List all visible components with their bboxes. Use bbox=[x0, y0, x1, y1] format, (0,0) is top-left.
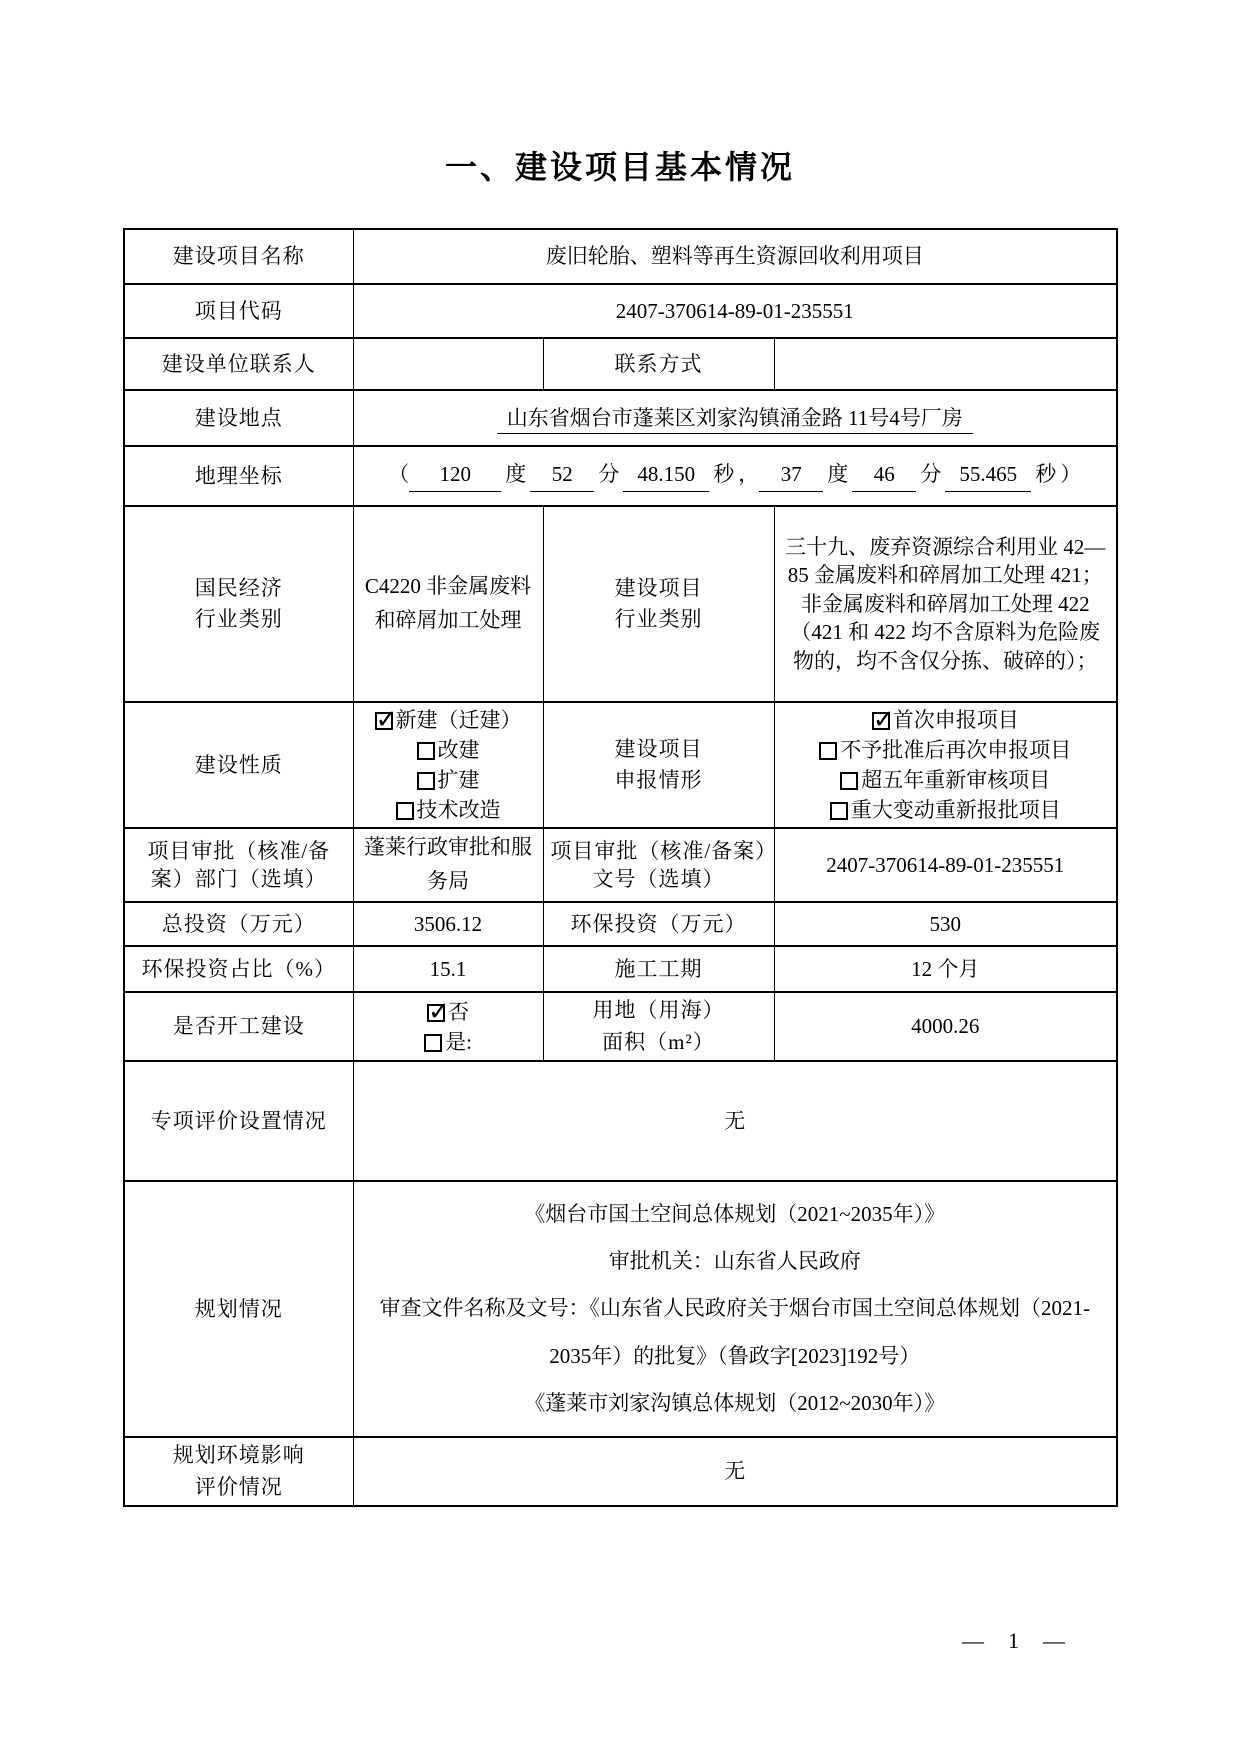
row-planning-eia bbox=[124, 1437, 1117, 1506]
page-number: 1 bbox=[1008, 1628, 1019, 1653]
option-technical-renovation-label: 技术改造 bbox=[416, 798, 501, 822]
construction-period-value: 12 个月 bbox=[774, 946, 1117, 992]
env-investment-label: 环保投资（万元） bbox=[543, 902, 774, 946]
footer-dash-right: — bbox=[1043, 1628, 1065, 1653]
row-contact bbox=[124, 338, 1117, 390]
planning-paragraph: 《蓬莱市刘家沟镇总体规划（2012~2030年）》 bbox=[524, 1390, 946, 1415]
unchecked-checkbox-icon bbox=[417, 742, 435, 760]
row-location bbox=[124, 390, 1117, 446]
option-first-declaration bbox=[781, 705, 1111, 735]
unchecked-checkbox-icon bbox=[396, 802, 414, 820]
declaration-type-label bbox=[543, 702, 774, 828]
option-reconstruction bbox=[360, 735, 537, 765]
location-value: 山东省烟台市蓬莱区刘家沟镇涌金路 11号4号厂房 bbox=[497, 406, 973, 434]
longitude-degrees-unit: 度 bbox=[505, 462, 527, 487]
env-investment-ratio-label: 环保投资占比（%） bbox=[124, 946, 353, 992]
special-eval-value: 无 bbox=[353, 1061, 1117, 1181]
row-planning bbox=[124, 1181, 1117, 1437]
longitude-degrees: 120 bbox=[409, 460, 501, 491]
project-industry-category: 三十九、废弃资源综合利用业 42—85 金属废料和碎屑加工处理 421；非金属废料和碎屑加工处理 422（421 和 422 均不含原料为危险废物的，均不含仅分拣、破碎的）； bbox=[774, 506, 1117, 702]
coord-close-paren: ） bbox=[1060, 462, 1082, 487]
checked-checkbox-icon bbox=[872, 712, 890, 730]
latitude-minutes-unit: 分 bbox=[920, 462, 942, 487]
option-reconstruction-label: 改建 bbox=[437, 738, 480, 762]
project-basic-info-table bbox=[123, 228, 1118, 1507]
declaration-type-label-line2: 申报情形 bbox=[614, 768, 703, 792]
option-major-change-redeclare bbox=[781, 795, 1111, 825]
declaration-type-options bbox=[774, 702, 1117, 828]
planning-paragraph: 《烟台市国土空间总体规划（2021~2035年）》 bbox=[524, 1201, 946, 1226]
row-special-eval bbox=[124, 1061, 1117, 1181]
project-code-value: 2407-370614-89-01-235551 bbox=[353, 284, 1117, 338]
option-started-label: 是: bbox=[445, 1029, 472, 1054]
latitude-seconds: 55.465 bbox=[945, 460, 1031, 491]
land-area-label-line2: 面积（m²） bbox=[602, 1029, 715, 1054]
planning-eia-label-line2: 评价情况 bbox=[194, 1474, 283, 1499]
row-investment bbox=[124, 902, 1117, 946]
option-new-construction-label: 新建（迁建） bbox=[395, 708, 522, 732]
construction-period-label: 施工工期 bbox=[543, 946, 774, 992]
option-first-declaration-label: 首次申报项目 bbox=[892, 708, 1019, 732]
option-major-change-redeclare-label: 重大变动重新报批项目 bbox=[850, 798, 1061, 822]
contact-method-label: 联系方式 bbox=[543, 338, 774, 390]
env-investment-ratio-value: 15.1 bbox=[353, 946, 543, 992]
economy-industry-label-line2: 行业类别 bbox=[194, 607, 283, 631]
project-name-label: 建设项目名称 bbox=[124, 229, 353, 284]
footer-dash-left: — bbox=[962, 1628, 984, 1653]
planning-paragraph: 审批机关：山东省人民政府 bbox=[608, 1249, 861, 1274]
approval-department-label: 项目审批（核准/备案）部门（选填） bbox=[124, 828, 353, 902]
page-title: 一、建设项目基本情况 bbox=[444, 149, 795, 185]
construction-started-options bbox=[353, 992, 543, 1061]
coord-separator: ， bbox=[738, 462, 760, 487]
longitude-seconds-unit: 秒 bbox=[713, 462, 735, 487]
option-not-started-label: 否 bbox=[448, 999, 469, 1024]
construction-nature-options bbox=[353, 702, 543, 828]
unchecked-checkbox-icon bbox=[819, 742, 837, 760]
longitude-seconds: 48.150 bbox=[623, 460, 709, 491]
option-new-construction bbox=[360, 705, 537, 735]
latitude-degrees: 37 bbox=[759, 460, 823, 491]
env-investment-value: 530 bbox=[774, 902, 1117, 946]
total-investment-label: 总投资（万元） bbox=[124, 902, 353, 946]
economy-industry-label bbox=[124, 506, 353, 702]
planning-eia-value: 无 bbox=[353, 1437, 1117, 1506]
coordinates-label: 地理坐标 bbox=[124, 446, 353, 506]
checked-checkbox-icon bbox=[427, 1004, 445, 1022]
planning-label: 规划情况 bbox=[124, 1181, 353, 1437]
planning-value bbox=[353, 1181, 1117, 1437]
planning-eia-label-line1: 规划环境影响 bbox=[172, 1443, 305, 1467]
option-started bbox=[360, 1027, 537, 1057]
latitude-degrees-unit: 度 bbox=[827, 462, 849, 487]
declaration-type-label-line1: 建设项目 bbox=[614, 736, 703, 761]
option-redeclare-after-rejection-label: 不予批准后再次申报项目 bbox=[840, 738, 1072, 762]
land-area-label bbox=[543, 992, 774, 1061]
longitude-minutes-unit: 分 bbox=[598, 462, 620, 487]
coord-open-paren: （ bbox=[388, 462, 410, 487]
approval-doc-number-label: 项目审批（核准/备案）文号（选填） bbox=[543, 828, 774, 902]
approval-doc-number-value: 2407-370614-89-01-235551 bbox=[774, 828, 1117, 902]
coordinates-value-cell bbox=[353, 446, 1117, 506]
latitude-minutes: 46 bbox=[852, 460, 916, 491]
location-label: 建设地点 bbox=[124, 390, 353, 446]
special-eval-label: 专项评价设置情况 bbox=[124, 1061, 353, 1181]
unchecked-checkbox-icon bbox=[840, 772, 858, 790]
option-redeclare-after-rejection bbox=[781, 735, 1111, 765]
row-project-code bbox=[124, 284, 1117, 338]
land-area-value: 4000.26 bbox=[774, 992, 1117, 1061]
option-not-started bbox=[360, 997, 537, 1027]
economy-industry-label-line1: 国民经济 bbox=[194, 575, 283, 600]
construction-started-label: 是否开工建设 bbox=[124, 992, 353, 1061]
row-ratio-period bbox=[124, 946, 1117, 992]
project-name-value: 废旧轮胎、塑料等再生资源回收利用项目 bbox=[353, 229, 1117, 284]
option-technical-renovation bbox=[360, 795, 537, 825]
economy-industry-code: C4220 非金属废料和碎屑加工处理 bbox=[353, 506, 543, 702]
row-started bbox=[124, 992, 1117, 1061]
construction-nature-label: 建设性质 bbox=[124, 702, 353, 828]
latitude-seconds-unit: 秒 bbox=[1035, 462, 1057, 487]
page-footer bbox=[962, 1628, 1065, 1654]
total-investment-value: 3506.12 bbox=[353, 902, 543, 946]
land-area-label-line1: 用地（用海） bbox=[592, 998, 725, 1022]
planning-eia-label bbox=[124, 1437, 353, 1506]
project-industry-label-line1: 建设项目 bbox=[614, 575, 703, 600]
contact-person-value bbox=[353, 338, 543, 390]
row-project-name bbox=[124, 229, 1117, 284]
contact-person-label: 建设单位联系人 bbox=[124, 338, 353, 390]
location-value-cell bbox=[353, 390, 1117, 446]
row-coordinates bbox=[124, 446, 1117, 506]
longitude-minutes: 52 bbox=[530, 460, 594, 491]
project-industry-label bbox=[543, 506, 774, 702]
unchecked-checkbox-icon bbox=[417, 772, 435, 790]
unchecked-checkbox-icon bbox=[830, 802, 848, 820]
planning-paragraph: 审查文件名称及文号：《山东省人民政府关于烟台市国土空间总体规划（2021-2035年）的批复》（鲁政字[2023]192号） bbox=[379, 1296, 1090, 1368]
row-industry-category bbox=[124, 506, 1117, 702]
project-code-label: 项目代码 bbox=[124, 284, 353, 338]
row-approval bbox=[124, 828, 1117, 902]
checked-checkbox-icon bbox=[375, 712, 393, 730]
approval-department-value: 蓬莱行政审批和服务局 bbox=[353, 828, 543, 902]
row-construction-nature bbox=[124, 702, 1117, 828]
option-expansion-label: 扩建 bbox=[437, 768, 480, 792]
option-review-after-five-years-label: 超五年重新审核项目 bbox=[861, 768, 1051, 792]
contact-method-value bbox=[774, 338, 1117, 390]
project-industry-label-line2: 行业类别 bbox=[614, 607, 703, 631]
option-expansion bbox=[360, 765, 537, 795]
unchecked-checkbox-icon bbox=[424, 1034, 442, 1052]
option-review-after-five-years bbox=[781, 765, 1111, 795]
